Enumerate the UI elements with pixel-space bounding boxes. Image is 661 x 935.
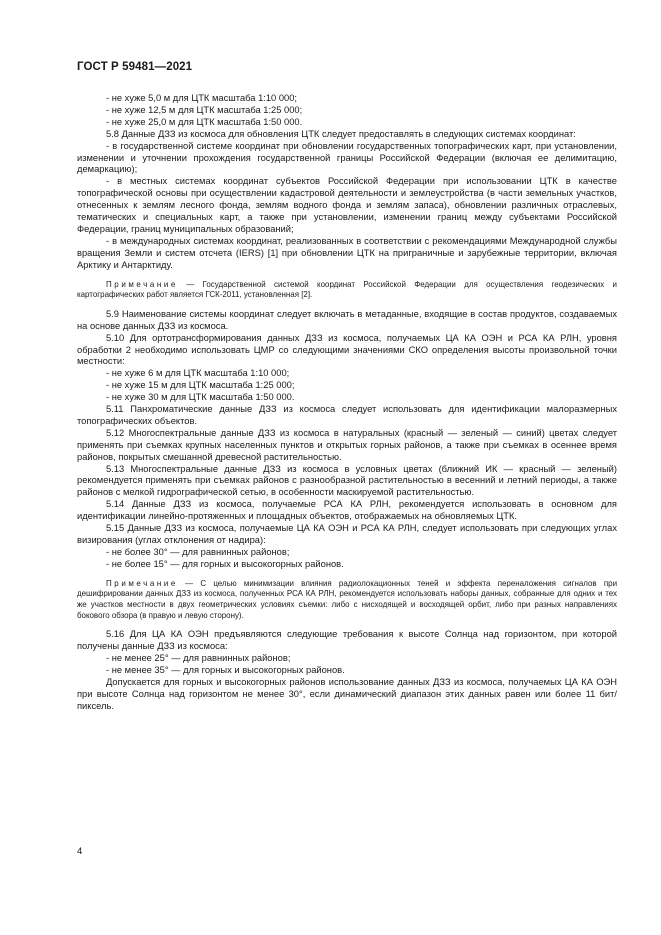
clause-5-16: 5.16 Для ЦА КА ОЭН предъявляются следующие требования к высоте Солнца над горизонтом, при которой получены данные ДЗЗ из космоса: — [77, 629, 617, 651]
clause-5-14: 5.14 Данные ДЗЗ из космоса, получаемые РСА КА РЛН, рекомендуется использовать в основном для идентификации линейно-протяженных и площадных объектов, отображаемых на обновляемых ЦТК. — [77, 499, 617, 522]
clause-5-9: 5.9 Наименование системы координат следует включать в метаданные, входящие в состав продуктов, создаваемых на основе данных ДЗЗ из космоса. — [77, 308, 617, 331]
note-text: — Государственной системой координат Российской Федерации для осуществления геодезических и картографических работ является ГСК-2011, установленная [2]. — [77, 279, 617, 300]
note-2 — [77, 579, 617, 621]
list-item: - не менее 25° — для равнинных районов; — [106, 652, 291, 663]
document-body — [77, 93, 617, 712]
list-item: - не хуже 15 м для ЦТК масштаба 1:25 000; — [106, 380, 295, 391]
clause-5-10: 5.10 Для ортотрансформирования данных ДЗЗ из космоса, получаемых ЦА КА ОЭН и РСА КА РЛН, уровня обработки 2 необходимо использовать ЦМР со следующими значениями СКО определения высоты произвольной точки местности: — [77, 332, 617, 367]
list-item: - не хуже 25,0 м для ЦТК масштаба 1:50 000. — [106, 116, 303, 127]
page-number: 4 — [77, 846, 83, 857]
clause-5-12: 5.12 Многоспектральные данные ДЗЗ из космоса в натуральных (красный — зеленый — синий) цветах следует применять при съемках крупных населенных пунктов и открытых горных районов, а также при съемках в осеннее время районов, покрытых смешанной древесной растительностью. — [77, 427, 617, 462]
list-item: - не хуже 12,5 м для ЦТК масштаба 1:25 000; — [106, 104, 303, 115]
clause-5-13: 5.13 Многоспектральные данные ДЗЗ из космоса в условных цветах (ближний ИК — красный — зеленый) рекомендуется применять при съемках районов с разнообразной растительностью в весенний и летний периоды, а также районов с мелкой гидрографической сетью, в особенности маскируемой растительностью. — [77, 463, 617, 498]
list-item: - не более 30° — для равнинных районов; — [106, 546, 290, 557]
clause-5-8: 5.8 Данные ДЗЗ из космоса для обновления ЦТК следует предоставлять в следующих системах координат: — [106, 128, 576, 139]
list-item: - в государственной системе координат при обновлении государственных топографических карт, при установлении, изменении и уточнении прохождения государственной границы Российской Федерации (включая ее делимитацию, демаркацию); — [77, 140, 617, 175]
list-item: - в местных системах координат субъектов Российской Федерации при использовании ЦТК в качестве топографической основы при осуществлении кадастровой деятельности и землеустройства (в части земельных участков, отнесенных к землям лесного фонда, землям водного фонда и землям запаса), обновлении различных отраслевых, тематических и специальных карт, а также при установлении, изменении границ между субъектами Российской Федерации, границ муниципальных образований; — [77, 176, 617, 234]
list-item: - не менее 35° — для горных и высокогорных районов. — [106, 664, 345, 675]
list-item: - в международных системах координат, реализованных в соответствии с рекомендациями Международной службы вращения Земли и систем отсчета (IERS) [1] при обновлении ЦТК на приграничные и зарубежные территории, включая Арктику и Антарктиду. — [77, 235, 617, 270]
document-header: ГОСТ Р 59481—2021 — [77, 61, 193, 73]
paragraph: Допускается для горных и высокогорных районов использование данных ДЗЗ из космоса, получаемых ЦА КА ОЭН при высоте Солнца над горизонтом не менее 30°, если динамический диапазон этих данных равен или более 11 бит/пиксель. — [77, 676, 617, 711]
list-item: - не хуже 6 м для ЦТК масштаба 1:10 000; — [106, 368, 290, 379]
note-label: Примечание — [106, 279, 178, 289]
note-label: Примечание — [106, 578, 178, 588]
list-item: - не более 15° — для горных и высокогорных районов. — [106, 558, 344, 569]
note-1 — [77, 280, 617, 301]
clause-5-11: 5.11 Панхроматические данные ДЗЗ из космоса следует использовать для идентификации малоразмерных топографических объектов. — [77, 404, 617, 426]
list-item: - не хуже 5,0 м для ЦТК масштаба 1:10 000; — [106, 93, 298, 103]
list-item: - не хуже 30 м для ЦТК масштаба 1:50 000. — [106, 392, 295, 403]
note-text: — С целью минимизации влияния радиолокационных теней и эффекта переналожения сигналов при дешифрировании данных ДЗЗ из космоса, полученных РСА КА РЛН, рекомендуется использовать наборы данных, собранные для одних и тех же участков местности в двух геометрических условиях съемки: либо с нисходящей и восходящей орбит, либо при разных направлениях бокового обзора (в правую и левую сторону). — [77, 578, 617, 620]
clause-5-15: 5.15 Данные ДЗЗ из космоса, получаемые ЦА КА ОЭН и РСА КА РЛН, следует использовать при следующих углах визирования (углах отклонения от надира): — [77, 523, 617, 545]
